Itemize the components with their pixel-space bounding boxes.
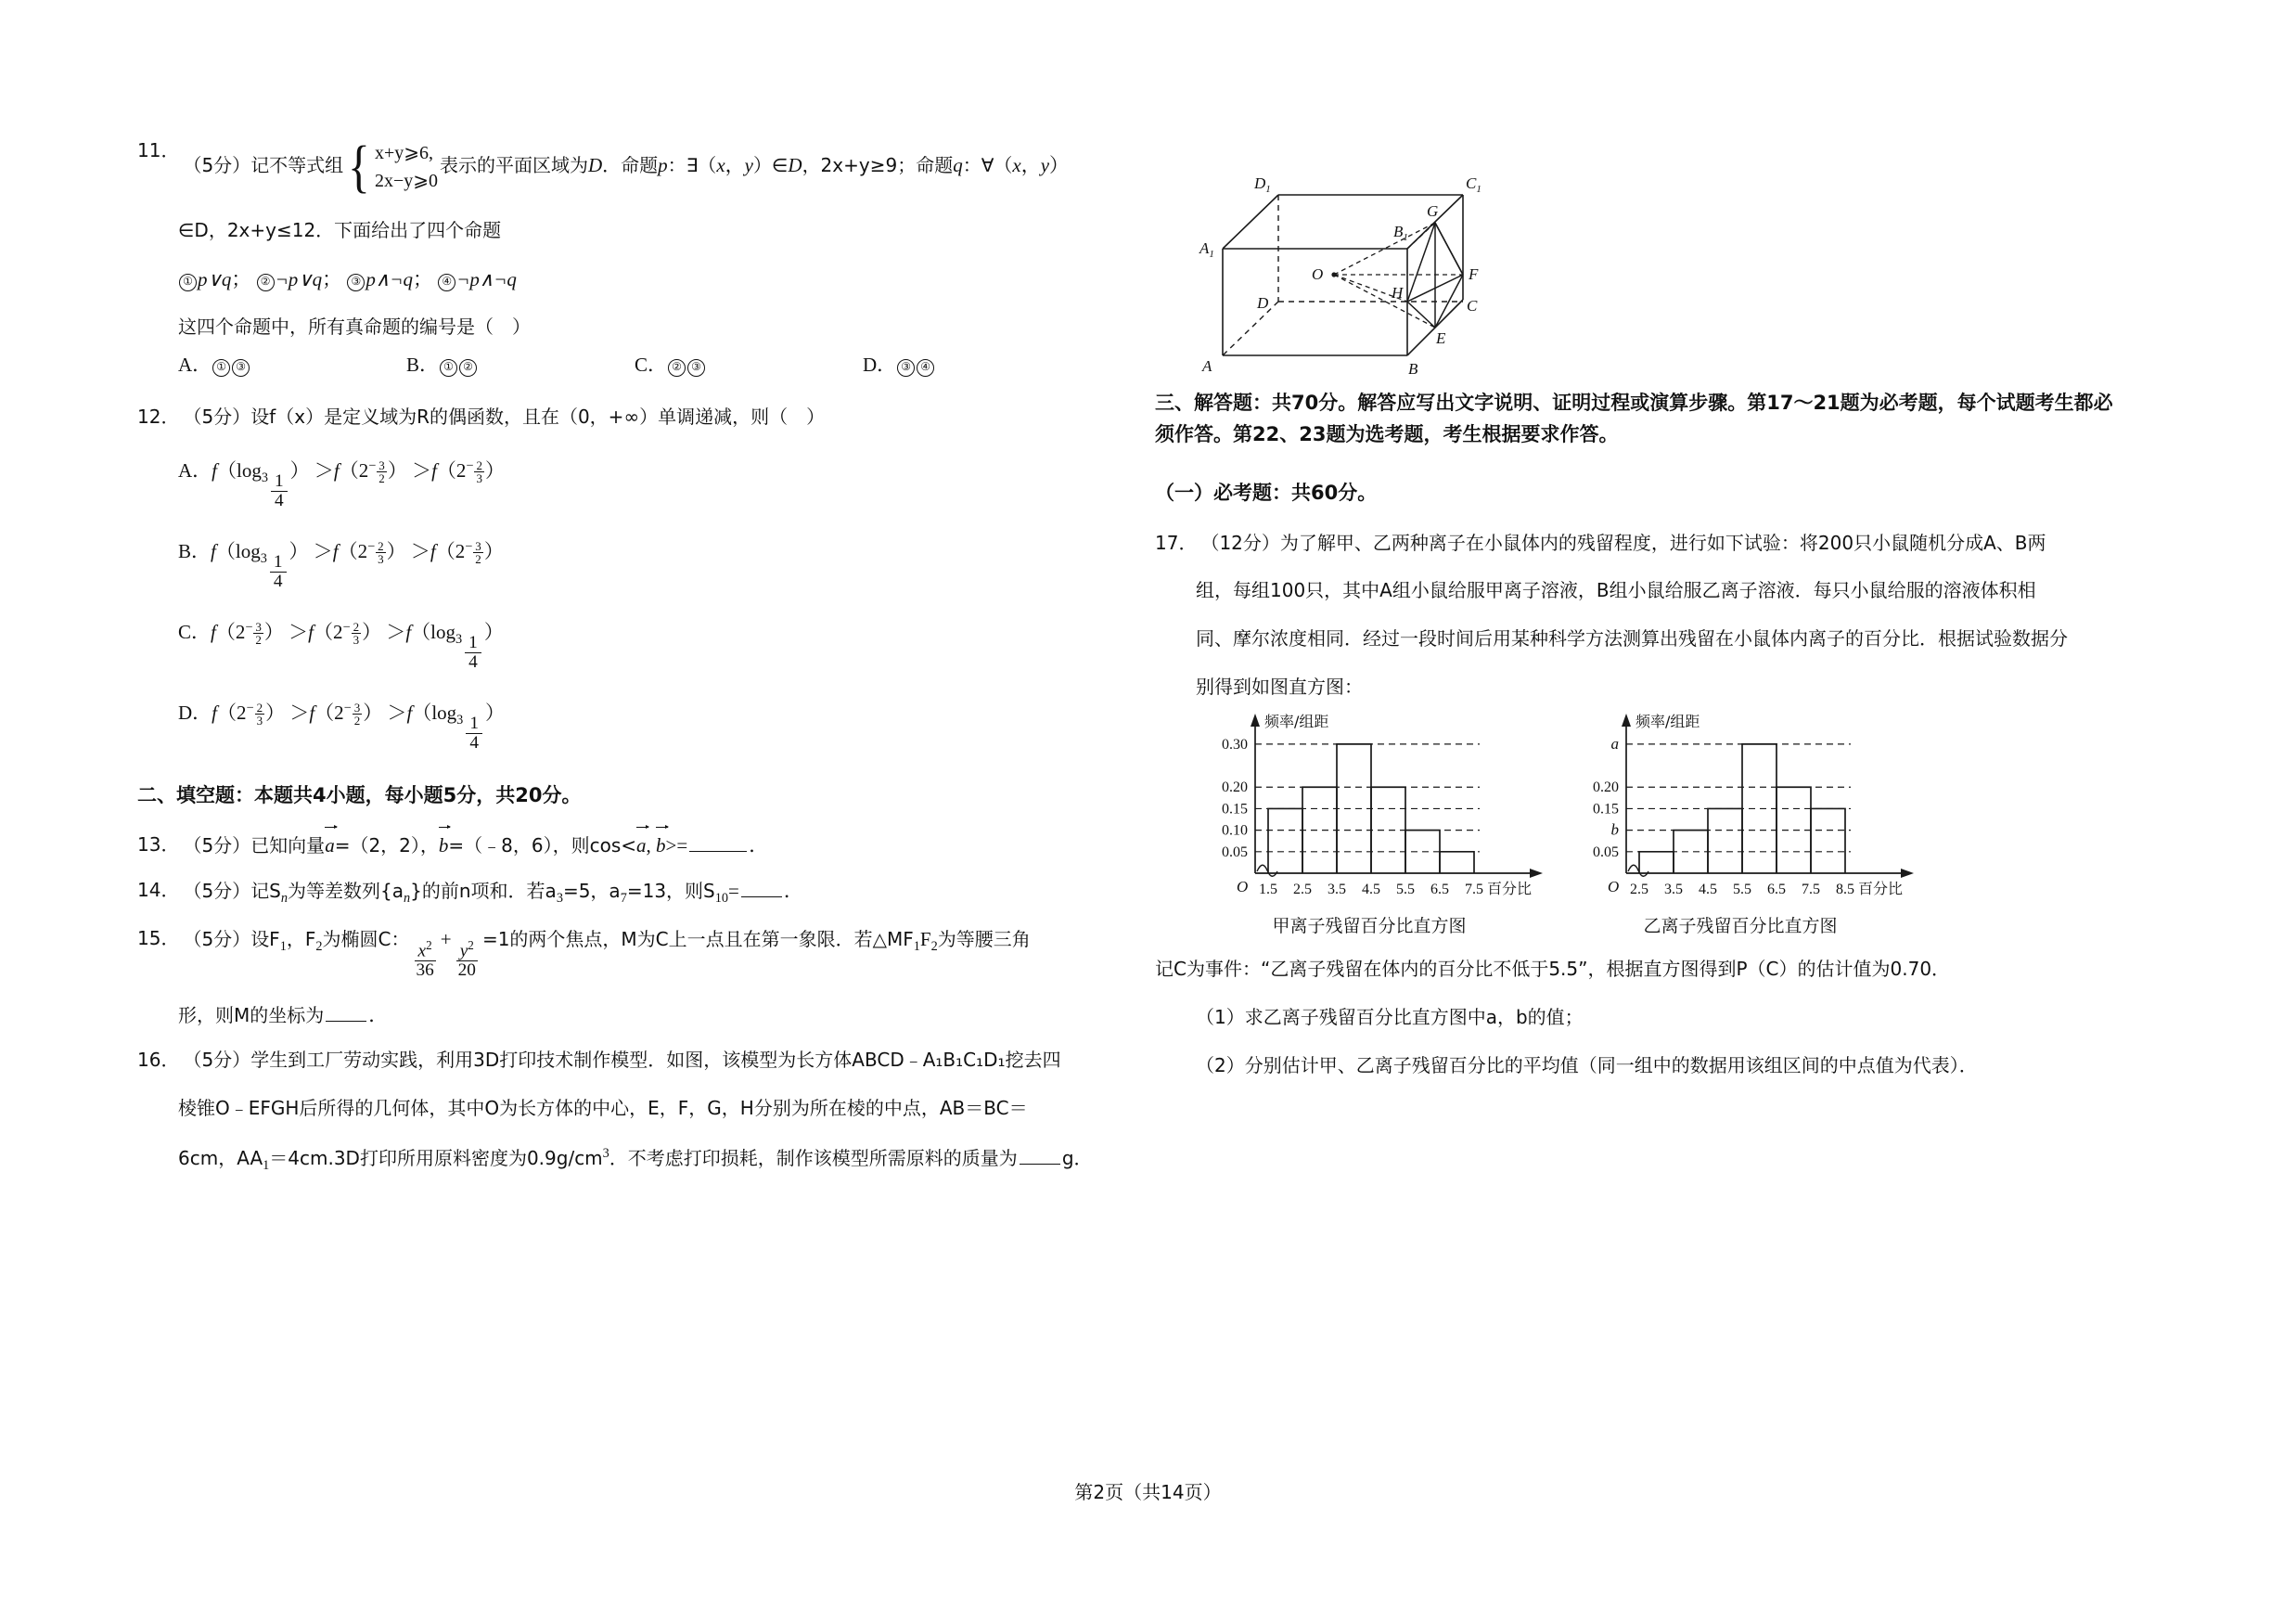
function-f: f	[431, 458, 437, 482]
option-label: D．	[178, 701, 212, 724]
question-11-number: 11．	[137, 139, 180, 161]
vector-b2: b	[656, 834, 666, 857]
term-power: f（2− $\frac{2}{3}$ ）	[308, 619, 382, 647]
greater-than: ＞	[382, 701, 407, 724]
question-16-line-2: 棱锥O﹣EFGH后所得的几何体，其中O为长方体的中心，E，F，G，H分别为所在棱的中点，AB＝BC＝	[178, 1096, 1028, 1119]
log-argument-fraction: $\frac{1}{4}$	[271, 472, 288, 509]
answer-blank-14[interactable]	[741, 881, 782, 897]
question-15-number: 15．	[137, 927, 180, 950]
function-f: f	[212, 458, 218, 482]
question-11-propositions: ① p∨q； ② ¬p∨q； ③ p∧¬q； ④ ¬p∧¬q	[178, 267, 1148, 292]
prop-3: p∧¬q	[366, 267, 413, 290]
y-tick-label: 0.05	[1593, 844, 1619, 860]
vector-b: b	[438, 834, 449, 857]
question-16	[137, 1049, 1148, 1174]
histogram-bar	[1674, 831, 1708, 873]
power-exponent: $\frac{3}{2}$	[378, 457, 385, 485]
MF-sub-1: 1	[913, 939, 920, 955]
log-argument-fraction: $\frac{1}{4}$	[466, 715, 482, 752]
question-12	[137, 406, 1148, 753]
frac1-num: x	[417, 941, 427, 961]
question-13-text-e: >=	[665, 834, 688, 857]
label-O: O	[1312, 265, 1324, 283]
x-tick-label: 3.5	[1328, 882, 1346, 898]
greater-than: ＞	[309, 458, 334, 482]
question-13-tail: ．	[749, 834, 769, 857]
question-14-text-b: 为等差数列{a	[288, 880, 404, 902]
function-f: f	[430, 539, 436, 562]
question-14-text-e: =13，则S	[626, 880, 715, 902]
term-power: f（2− $\frac{3}{2}$ ）	[309, 700, 383, 728]
x-tick-label: 3.5	[1664, 882, 1683, 898]
question-11-stem-d: ：∃（	[667, 153, 717, 176]
histogram-bar	[1268, 809, 1302, 874]
term-log: $f(\log_3$ $\frac{1}{4}$ ）	[211, 539, 309, 591]
question-11-stem-c: ．命题	[602, 153, 659, 176]
question-12-score: （5分）	[183, 405, 251, 428]
var-p: p	[658, 153, 668, 176]
question-11-stem-b: 表示的平面区域为	[440, 153, 588, 176]
question-16-line-3c: ．不考虑打印损耗，制作该模型所需原料的质量为	[609, 1146, 1018, 1169]
question-16-line-3a: 6cm，AA	[178, 1146, 263, 1169]
option-label: C．	[178, 620, 212, 643]
question-17-sub-2: （2）分别估计甲、乙离子残留百分比的平均值（同一组中的数据用该组区间的中点值为代表）．	[1196, 1053, 1978, 1076]
x-tick-label: 6.5	[1767, 882, 1786, 898]
term-power: f（2− $\frac{3}{2}$ ）	[430, 538, 504, 566]
question-14-tail: ．	[783, 880, 803, 902]
histogram-bar	[1337, 744, 1371, 873]
question-12-option-C[interactable]	[178, 619, 1148, 672]
question-17-note: 记C为事件：“乙离子残留在体内的百分比不低于5.5”，根据直方图得到P（C）的估计值为0.70．	[1155, 958, 1951, 981]
origin-label-yi: O	[1608, 878, 1620, 896]
section-2-heading: 二、填空题：本题共4小题，每小题5分，共20分。	[137, 783, 582, 806]
point-O-dot	[1331, 272, 1336, 277]
label-H: H	[1392, 284, 1404, 302]
answer-blank-16[interactable]	[1020, 1148, 1060, 1165]
AA-sub-1: 1	[263, 1157, 270, 1173]
question-11-stem-f: ，2x+y≥9；命题	[802, 153, 954, 176]
label-B: B	[1408, 360, 1418, 378]
vector-arrow-b2	[656, 827, 668, 828]
question-12-options	[137, 457, 1148, 753]
label-A: A	[1202, 357, 1212, 375]
label-B1: $B_1$	[1393, 223, 1408, 243]
option-A[interactable]	[178, 353, 406, 378]
var-x2: x	[1012, 153, 1021, 176]
question-11-line-2: ∈D，2x+y≤12．下面给出了四个命题	[178, 219, 502, 241]
question-16-line-3-tail: g．	[1061, 1146, 1093, 1169]
function-f: f	[211, 539, 216, 562]
term-power: f（2− $\frac{3}{2}$ ）	[211, 619, 284, 647]
sub-n2: n	[404, 891, 411, 907]
cuboid-figure	[1197, 144, 1549, 390]
y-tick-label: a	[1610, 735, 1619, 754]
x-tick-label: 7.5	[1465, 882, 1483, 898]
y-tick-label: 0.15	[1222, 801, 1248, 818]
question-17-line-3: 同、摩尔浓度相同．经过一段时间后用某种科学方法测算出残留在小鼠体内离子的百分比．根据试验数据分	[1196, 626, 2068, 650]
x-axis-title-yi: 百分比	[1858, 880, 1904, 898]
question-17-sub-1: （1）求乙离子残留百分比直方图中a，b的值；	[1196, 1006, 1584, 1029]
term-log: $f(\log_3$ $\frac{1}{4}$ ）	[212, 458, 310, 510]
F-sub-1: 1	[279, 939, 287, 955]
origin-label-jia: O	[1237, 878, 1249, 896]
y-tick-label: 0.20	[1593, 779, 1619, 796]
y-tick-label: 0.05	[1222, 844, 1248, 860]
y-tick-label: 0.10	[1222, 822, 1248, 839]
histogram-yi	[1563, 708, 1934, 937]
option-D-mark-1: ③	[897, 359, 915, 377]
term-power: f（2− $\frac{2}{3}$ ）	[212, 700, 286, 728]
y-tick-label: 0.20	[1222, 779, 1248, 796]
vector-arrow-a	[325, 827, 337, 828]
x-tick-label: 8.5	[1836, 882, 1854, 898]
section-3-subheading: （一）必考题：共60分。	[1155, 482, 1378, 505]
power-exponent: $\frac{2}{3}$	[353, 619, 360, 647]
question-13	[137, 833, 1148, 858]
frac1-den: 36	[416, 960, 434, 980]
circled-2: ②	[257, 274, 275, 291]
question-11-stem-e: ）∈	[752, 153, 789, 176]
question-11-stem-a: 记不等式组	[250, 153, 344, 176]
log-base: 3	[456, 712, 464, 728]
question-15-text-a: 设F	[250, 928, 280, 951]
question-17-number: 17．	[1155, 531, 1198, 554]
label-G: G	[1427, 202, 1439, 220]
question-11-score: （5分）	[183, 153, 251, 176]
var-y: y	[744, 153, 753, 176]
label-A1: $A_1$	[1199, 239, 1214, 260]
exponent-minus: −	[245, 619, 253, 635]
exponent-minus: −	[367, 538, 376, 554]
greater-than: ＞	[381, 620, 406, 643]
y-axis-title-yi: 频率/组距	[1635, 713, 1700, 731]
power-exponent: $\frac{2}{3}$	[256, 700, 263, 728]
question-12-stem: 设f（x）是定义域为R的偶函数，且在（0，+∞）单调递减，则（ ）	[250, 405, 826, 428]
option-C-mark-1: ②	[668, 359, 686, 377]
question-16-number: 16．	[137, 1049, 180, 1072]
option-A-mark-2: ③	[232, 359, 250, 377]
label-C: C	[1467, 297, 1478, 315]
question-17-score: （12分）	[1200, 531, 1280, 554]
question-15: 15． （5分）设$F_1$，$F_2$为椭圆C： $\frac{x^2}{36}$ + $\frac{y^2}{20}$ =1的两个焦点，M为C上一点且在第一象限．若$\triangle MF_1F_2$为等腰三角 形，则M的坐标为 ．	[137, 927, 1031, 1027]
question-12-number: 12．	[137, 405, 180, 428]
question-16-line-3b: ＝4cm.3D打印所用原料密度为0.9g/cm	[269, 1146, 603, 1169]
log-argument-fraction: $\frac{1}{4}$	[270, 553, 287, 590]
question-16-line-1: 学生到工厂劳动实践，利用3D打印技术制作模型．如图，该模型为长方体ABCD﹣A₁B₁C₁D₁挖去四	[250, 1049, 1061, 1072]
question-14-text-a: 记S	[250, 880, 281, 902]
question-11: 11． （5分）记不等式组 { x+y⩾6, 2x−y⩾0 表示的平面区域为D．命题p：∃（x，y）∈D，2x+y≥9；命题q：∀（x，y） ∈D，2x+y≤12．下面给出了四个命题 ① p∨q； ② ¬p∨q； ③ p∧¬q； ④ ¬p∧¬q 这四个命题中，所有真命题的编号是（ ） A． ① ③ B． ① ② C． ② ③ D． ③ ④	[137, 139, 1148, 378]
frac2-num: y	[459, 941, 468, 961]
question-17	[1155, 532, 2259, 1077]
question-14-text-d: =5，a	[562, 880, 621, 902]
y-tick-label: 0.30	[1222, 737, 1248, 754]
histogram-bar	[1811, 809, 1845, 874]
question-11-line-4: 这四个命题中，所有真命题的编号是（ ）	[178, 316, 531, 339]
histograms-container	[1192, 708, 2259, 937]
frac2-den: 20	[457, 960, 476, 980]
question-13-text-b: =（2，2），	[334, 834, 439, 857]
ellipse-frac-x: $\frac{x^2}{36}$	[412, 939, 437, 980]
function-f: f	[405, 620, 412, 643]
sub-7: 7	[620, 891, 627, 907]
var-D2: D	[788, 153, 802, 176]
answer-blank-13[interactable]	[689, 835, 747, 852]
function-f: f	[332, 539, 339, 562]
label-F: F	[1469, 265, 1479, 283]
question-13-text-c: =（﹣8，6），则cos<	[448, 834, 637, 857]
exponent-minus: −	[246, 700, 254, 715]
function-f: f	[333, 458, 340, 482]
option-D-mark-2: ④	[917, 359, 934, 377]
option-B-mark-2: ②	[459, 359, 477, 377]
y-axis-title-jia: 频率/组距	[1264, 713, 1329, 731]
question-15-text-c: 为椭圆C：	[322, 928, 410, 951]
prop-2: ¬p∨q	[275, 267, 323, 290]
question-13-score: （5分）	[183, 834, 251, 857]
question-17-line-4: 别得到如图直方图：	[1196, 675, 1363, 698]
histogram-bar	[1440, 852, 1474, 873]
power-exponent: $\frac{3}{2}$	[353, 700, 361, 728]
vector-arrow-a2	[636, 827, 648, 828]
answer-blank-15[interactable]	[326, 1005, 366, 1022]
var-y2: y	[1040, 153, 1050, 176]
term-power: f（2− $\frac{2}{3}$ ）	[332, 538, 406, 566]
greater-than: ＞	[405, 539, 430, 562]
question-15-text-b: ，F	[286, 928, 316, 951]
log-base: 3	[455, 631, 463, 647]
question-11-stem-g: ：∀（	[962, 153, 1013, 176]
exponent-minus: −	[343, 700, 352, 715]
question-15-text-e: F	[919, 928, 931, 951]
F-sub-2: 2	[315, 939, 323, 955]
log-base: 3	[261, 470, 268, 485]
y-tick-label: b	[1610, 820, 1619, 839]
prop-1: p∨q	[198, 267, 232, 290]
question-14	[137, 879, 1148, 907]
question-15-line2-tail: ．	[368, 1004, 389, 1027]
greater-than: ＞	[308, 539, 333, 562]
question-13-number: 13．	[137, 833, 180, 857]
caption-jia: 甲离子残留百分比直方图	[1272, 916, 1467, 937]
inequality-line-2: 2x−y⩾0	[374, 171, 438, 191]
var-q: q	[953, 153, 963, 176]
question-11-options	[178, 353, 1148, 378]
option-label: B．	[178, 539, 212, 562]
question-13-text-d: ,	[646, 834, 651, 857]
x-tick-label: 5.5	[1396, 882, 1415, 898]
sub-n: n	[280, 891, 289, 907]
sub-3: 3	[556, 891, 563, 907]
question-12-option-B[interactable]	[178, 538, 1148, 591]
label-D1: $D_1$	[1254, 174, 1271, 195]
vector-a: a	[325, 834, 335, 857]
question-17-line-2: 组，每组100只，其中A组小鼠给服甲离子溶液，B组小鼠给服乙离子溶液．每只小鼠给服的溶液体积相	[1196, 579, 2036, 602]
question-12-option-A[interactable]	[178, 457, 1148, 510]
exponent-minus: −	[342, 619, 351, 635]
x-tick-label: 7.5	[1802, 882, 1820, 898]
option-C[interactable]	[635, 353, 863, 378]
var-x: x	[716, 153, 725, 176]
power-exponent: $\frac{3}{2}$	[255, 619, 262, 647]
cm-cubed-exponent: 3	[602, 1145, 609, 1161]
function-f: f	[308, 620, 314, 643]
circled-3: ③	[347, 274, 365, 291]
function-f: f	[309, 701, 315, 724]
x-tick-label: 5.5	[1733, 882, 1751, 898]
option-A-label: A．	[178, 354, 212, 377]
option-C-mark-2: ③	[687, 359, 705, 377]
ellipse-frac-y: $\frac{y^2}{20}$	[455, 939, 480, 980]
question-14-text-f: =	[728, 880, 739, 902]
section-3-heading	[1155, 388, 2259, 450]
option-B[interactable]	[406, 353, 635, 378]
question-15-score: （5分）	[183, 928, 251, 951]
option-C-label: C．	[635, 354, 668, 377]
x-tick-label: 1.5	[1259, 882, 1277, 898]
term-log: $f(\log_3$ $\frac{1}{4}$ ）	[406, 701, 505, 753]
term-power: f（2− $\frac{3}{2}$ ）	[333, 457, 407, 485]
greater-than: ＞	[283, 620, 309, 643]
exponent-minus: −	[465, 538, 473, 554]
option-D-label: D．	[863, 354, 897, 377]
power-exponent: $\frac{3}{2}$	[475, 538, 481, 566]
power-exponent: $\frac{2}{3}$	[378, 538, 384, 566]
MF-sub-2: 2	[930, 939, 938, 955]
option-D[interactable]	[863, 353, 1091, 378]
question-14-score: （5分）	[183, 880, 251, 902]
question-15-text-d: =1的两个焦点，M为C上一点且在第一象限．若△MF	[481, 928, 914, 951]
question-12-option-D[interactable]	[178, 700, 1148, 753]
caption-yi: 乙离子残留百分比直方图	[1643, 916, 1838, 937]
label-C1: $C_1$	[1466, 174, 1481, 195]
term-power: f（2− $\frac{2}{3}$ ）	[431, 457, 505, 485]
option-label: A．	[178, 458, 212, 482]
log-argument-fraction: $\frac{1}{4}$	[465, 634, 481, 671]
x-tick-label: 4.5	[1362, 882, 1380, 898]
x-axis-title-jia: 百分比	[1487, 880, 1533, 898]
term-log: $f(\log_3$ $\frac{1}{4}$ ）	[405, 620, 504, 672]
histogram-bar	[1708, 809, 1742, 874]
log-base: 3	[260, 550, 267, 566]
function-f: f	[406, 701, 413, 724]
label-E: E	[1436, 329, 1446, 347]
sub-10: 10	[714, 891, 729, 907]
question-16-score: （5分）	[183, 1049, 251, 1072]
x-tick-label: 2.5	[1293, 882, 1312, 898]
histogram-bar	[1639, 852, 1674, 873]
label-D: D	[1257, 294, 1269, 312]
greater-than: ＞	[406, 458, 432, 482]
greater-than: ＞	[285, 701, 310, 724]
function-f: f	[211, 620, 216, 643]
question-15-line2: 形，则M的坐标为	[178, 1004, 325, 1027]
histogram-bar	[1302, 787, 1337, 873]
inequality-line-1: x+y⩾6,	[374, 143, 433, 163]
var-D: D	[588, 153, 603, 176]
inequality-system: { x+y⩾6, 2x−y⩾0	[348, 135, 438, 199]
exponent-minus: −	[466, 457, 474, 473]
x-tick-label: 4.5	[1699, 882, 1717, 898]
exponent-minus: −	[368, 457, 377, 473]
x-tick-label: 2.5	[1630, 882, 1648, 898]
x-tick-label: 6.5	[1430, 882, 1449, 898]
right-column	[1155, 388, 2259, 1098]
function-f: f	[212, 701, 218, 724]
circled-1: ①	[179, 274, 197, 291]
power-exponent: $\frac{2}{3}$	[476, 457, 482, 485]
vector-a2: a	[636, 834, 647, 857]
y-tick-label: 0.15	[1593, 801, 1619, 818]
option-B-label: B．	[406, 354, 440, 377]
section-3-heading-line-1: 三、解答题：共70分。解答应写出文字说明、证明过程或演算步骤。第17～21题为必考题，每个试题考生都必	[1155, 392, 2113, 414]
left-column	[137, 135, 1148, 1194]
option-B-mark-1: ①	[440, 359, 457, 377]
histogram-jia	[1192, 708, 1563, 937]
vector-arrow-b	[439, 827, 451, 828]
question-17-line-1: 为了解甲、乙两种离子在小鼠体内的残留程度，进行如下试验：将200只小鼠随机分成A、B两	[1279, 531, 2046, 554]
option-A-mark-1: ①	[212, 359, 230, 377]
section-3-heading-line-2: 须作答。第22、23题为选考题，考生根据要求作答。	[1155, 422, 1619, 445]
prop-4: ¬p∧¬q	[456, 267, 517, 290]
page-footer: 第2页（共14页）	[1074, 1481, 1222, 1503]
question-15-text-f: 为等腰三角	[937, 928, 1031, 951]
question-14-text-c: }的前n项和．若a	[410, 880, 557, 902]
question-13-text-a: 已知向量	[250, 834, 326, 857]
circled-4: ④	[438, 274, 455, 291]
question-14-number: 14．	[137, 879, 180, 901]
